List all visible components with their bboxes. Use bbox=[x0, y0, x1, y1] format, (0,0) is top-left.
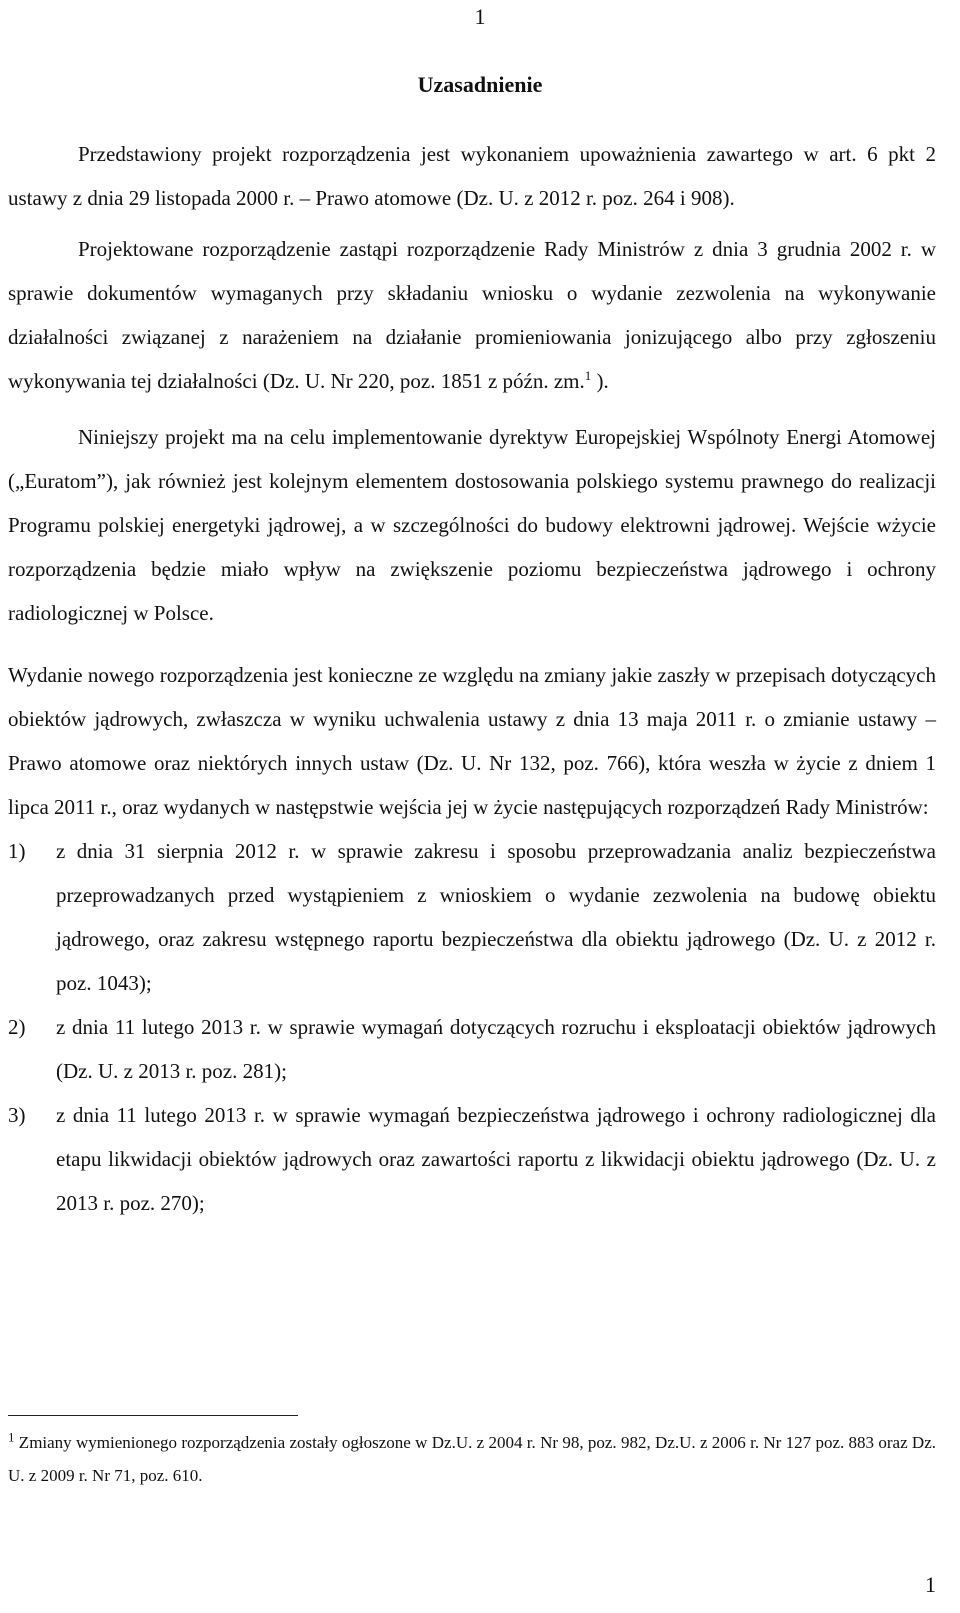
footnote-reference: 1 bbox=[584, 368, 592, 383]
footnote-marker: 1 bbox=[8, 1429, 15, 1445]
footnote-text: Zmiany wymienionego rozporządzenia zostały ogłoszone w Dz.U. z 2004 r. Nr 98, poz. 982, Dz.U. z 2006 r. Nr 127 poz. 883 oraz Dz. U. z 2009 r. Nr 71, poz. 610. bbox=[8, 1433, 936, 1485]
paragraph-replacement-end: ). bbox=[591, 369, 609, 393]
document-body bbox=[8, 132, 936, 1225]
footnote bbox=[8, 1426, 936, 1492]
list-item-text: z dnia 11 lutego 2013 r. w sprawie wymagań dotyczących rozruchu i eksploatacji obiektów jądrowych (Dz. U. z 2013 r. poz. 281); bbox=[56, 1015, 936, 1083]
list-item-text: z dnia 11 lutego 2013 r. w sprawie wymagań bezpieczeństwa jądrowego i ochrony radiologicznej dla etapu likwidacji obiektów jądrowych oraz zawartości raportu z likwidacji obiektu jądrowego (Dz. U. z 2013 r. poz. 270); bbox=[56, 1103, 936, 1215]
paragraph-replacement-text: Projektowane rozporządzenie zastąpi rozporządzenie Rady Ministrów z dnia 3 grudnia 2002 r. w sprawie dokumentów wymaganych przy składaniu wniosku o wydanie zezwolenia na wykonywanie działalności związanej z narażeniem na działanie promieniowania jonizującego albo przy zgłoszeniu wykonywania tej działalności (Dz. U. Nr 220, poz. 1851 z późn. zm. bbox=[8, 237, 936, 393]
paragraph-purpose: Niniejszy projekt ma na celu implementowanie dyrektyw Europejskiej Wspólnoty Energi Atomowej („Euratom”), jak również jest kolejnym elementem dostosowania polskiego systemu prawnego do realizacji Programu polskiej energetyki jądrowej, a w szczególności do budowy elektrowni jądrowej. Wejście wżycie rozporządzenia będzie miało wpływ na zwiększenie poziomu bezpieczeństwa jądrowego i ochrony radiologicznej w Polsce. bbox=[8, 425, 936, 625]
list-item-number: 1) bbox=[8, 839, 26, 863]
list-item-number: 3) bbox=[8, 1103, 26, 1127]
paragraph-replacement bbox=[8, 227, 936, 403]
paragraph-necessity: Wydanie nowego rozporządzenia jest konieczne ze względu na zmiany jakie zaszły w przepisach dotyczących obiektów jądrowych, zwłaszcza w wyniku uchwalenia ustawy z dnia 13 maja 2011 r. o zmianie ustawy – Prawo atomowe oraz niektórych innych ustaw (Dz. U. Nr 132, poz. 766), która weszła w życie z dniem 1 lipca 2011 r., oraz wydanych w następstwie wejścia jej w życie następujących rozporządzeń Rady Ministrów: bbox=[8, 663, 936, 819]
list-item-text: z dnia 31 sierpnia 2012 r. w sprawie zakresu i sposobu przeprowadzania analiz bezpieczeństwa przeprowadzanych przed wystąpieniem z wnioskiem o wydanie zezwolenia na budowę obiektu jądrowego, oraz zakresu wstępnego raportu bezpieczeństwa dla obiektu jądrowego (Dz. U. z 2012 r. poz. 1043); bbox=[56, 839, 936, 995]
document-title: Uzasadnienie bbox=[417, 72, 543, 97]
list-item bbox=[8, 1005, 936, 1093]
paragraph-legal-basis: Przedstawiony projekt rozporządzenia jest wykonaniem upoważnienia zawartego w art. 6 pkt 2 ustawy z dnia 29 listopada 2000 r. – Prawo atomowe (Dz. U. z 2012 r. poz. 264 i 908). bbox=[8, 142, 936, 210]
page-number-bottom: 1 bbox=[925, 1572, 936, 1597]
footnote-separator bbox=[8, 1415, 298, 1416]
list-item bbox=[8, 829, 936, 1005]
list-item bbox=[8, 1093, 936, 1225]
regulations-list bbox=[8, 829, 936, 1225]
list-item-number: 2) bbox=[8, 1015, 26, 1039]
page-number-top: 1 bbox=[474, 4, 486, 29]
